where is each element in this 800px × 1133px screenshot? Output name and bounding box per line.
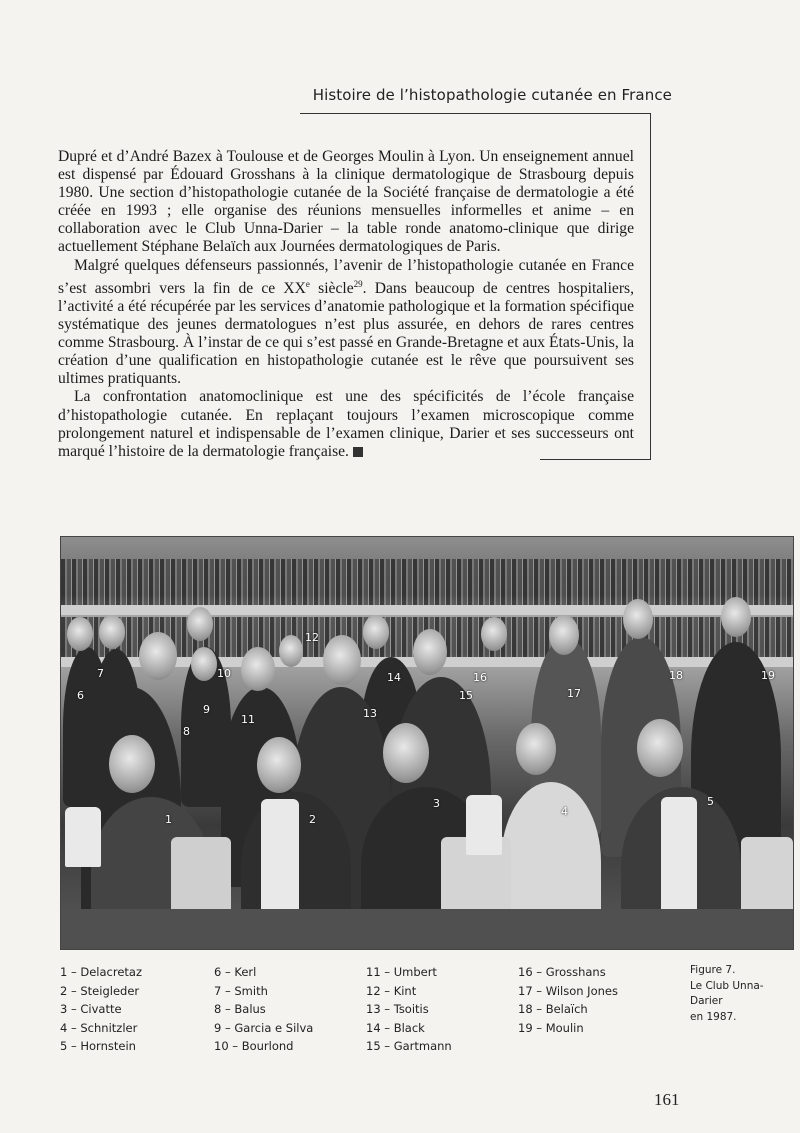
legend-entry: 18 – Belaïch	[518, 1002, 588, 1017]
running-title: Histoire de l’histopathologie cutanée en France	[312, 86, 672, 104]
photo-number-4: 4	[561, 805, 568, 818]
photo-number-2: 2	[309, 813, 316, 826]
legend-entry: 2 – Steigleder	[60, 983, 140, 998]
group-photo	[60, 536, 794, 950]
page-number: 161	[654, 1090, 680, 1109]
paragraph-2: Malgré quelques défenseurs passionnés, l’avenir de l’histopathologie cutanée en France s’est assombri vers la fin de ce XXe siècle$^{29}$. Dans beaucoup de centres hospitaliers, l’activité a été récupérée par les services d’anatomie pathologique et la formation spécifique systématique des jeunes dermatologues n’est plus assurée, en dehors de rares centres comme Strasbourg. À l’instar de ce qui s’est passé en Grande-Bretagne et aux États-Unis, la création d’une qualification en histopathologie cutanée est le rêve que poursuivent ses ultimes pratiquants.	[58, 256, 634, 388]
photo-number-10: 10	[217, 667, 231, 680]
body-text	[58, 148, 634, 461]
legend-entry: 17 – Wilson Jones	[518, 983, 618, 998]
photo-number-17: 17	[567, 687, 581, 700]
photo-number-3: 3	[433, 797, 440, 810]
paragraph-3: La confrontation anatomoclinique est une des spécificités de l’école française d’histopathologie cutanée. En replaçant toujours l’examen microscopique comme prolongement naturel et indispensable de l’examen clinique, Darier et ses successeurs ont marqué l’histoire de la dermatologie française.	[58, 388, 634, 460]
legend-entry: 3 – Civatte	[60, 1002, 122, 1017]
legend-entry: 15 – Gartmann	[366, 1039, 452, 1054]
caption-line: en 1987.	[690, 1010, 737, 1023]
legend-entry: 13 – Tsoitis	[366, 1002, 429, 1017]
legend-entry: 7 – Smith	[214, 983, 268, 998]
legend-entry: 9 – Garcia e Silva	[214, 1020, 314, 1035]
photo-number-18: 18	[669, 669, 683, 682]
legend-entry: 4 – Schnitzler	[60, 1020, 138, 1035]
legend-entry: 6 – Kerl	[214, 965, 257, 979]
legend-entry: 19 – Moulin	[518, 1020, 584, 1035]
end-of-article-icon	[353, 447, 363, 457]
photo-number-1: 1	[165, 813, 172, 826]
margin-rule	[650, 113, 651, 459]
figure-caption	[690, 963, 790, 1025]
header-rule	[300, 113, 650, 114]
legend-column-4	[518, 963, 618, 1037]
photo-number-19: 19	[761, 669, 775, 682]
legend-column-1	[60, 963, 142, 1056]
photo-number-14: 14	[387, 671, 401, 684]
photo-number-11: 11	[241, 713, 255, 726]
legend-entry: 14 – Black	[366, 1020, 425, 1035]
photo-number-6: 6	[77, 689, 84, 702]
photo-number-15: 15	[459, 689, 473, 702]
paragraph-1: Dupré et d’André Bazex à Toulouse et de Georges Moulin à Lyon. Un enseignement annuel est dispensé par Édouard Grosshans à la clinique dermatologique de Strasbourg depuis 1980. Une section d’histopathologie cutanée de la Société française de dermatologie a été créée en 1993 ; elle organise des réunions mensuelles informelles et anime – en collaboration avec le Club Unna-Darier – la table ronde anatomo-clinique que dirige actuellement Stéphane Belaïch aux Journées dermatologiques de Paris.	[58, 148, 634, 256]
caption-line: Le Club Unna-Darier	[690, 979, 764, 1007]
legend-entry: 10 – Bourlond	[214, 1039, 294, 1054]
photo-number-7: 7	[97, 667, 104, 680]
legend-entry: 8 – Balus	[214, 1002, 266, 1017]
photo-number-9: 9	[203, 703, 210, 716]
caption-label: Figure 7.	[690, 964, 736, 976]
legend-entry: 5 – Hornstein	[60, 1039, 136, 1054]
legend-column-2	[214, 963, 313, 1056]
photo-number-5: 5	[707, 795, 714, 808]
photo-number-13: 13	[363, 707, 377, 720]
legend-entry: 16 – Grosshans	[518, 965, 606, 979]
legend-entry: 12 – Kint	[366, 983, 417, 998]
legend-entry: 1 – Delacretaz	[60, 965, 143, 979]
legend-column-3	[366, 963, 452, 1056]
photo-number-8: 8	[183, 725, 190, 738]
photo-number-16: 16	[473, 671, 487, 684]
photo-number-12: 12	[305, 631, 319, 644]
legend-entry: 11 – Umbert	[366, 965, 437, 979]
